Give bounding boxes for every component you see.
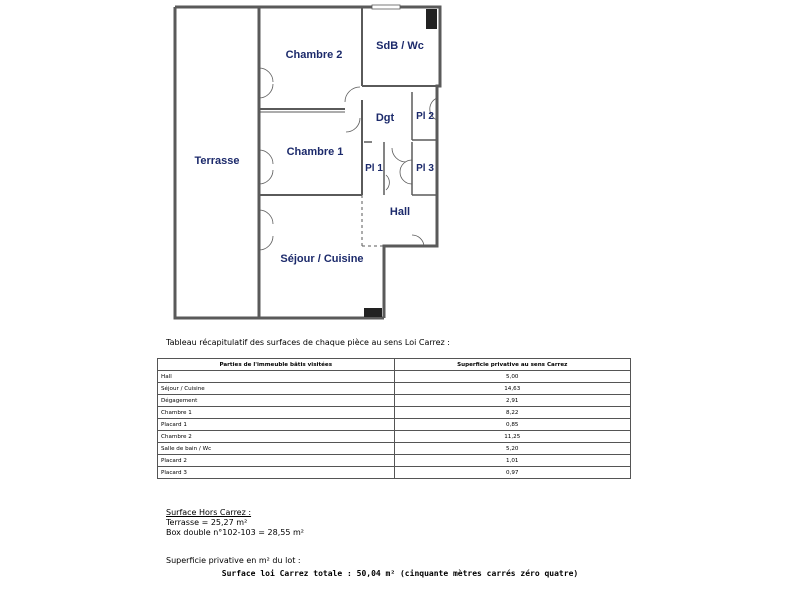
row-label: Salle de bain / Wc xyxy=(158,443,395,455)
row-label: Chambre 1 xyxy=(158,407,395,419)
surface-table xyxy=(157,358,631,479)
hors-carrez-block xyxy=(166,508,304,538)
room-dgt: Dgt xyxy=(375,112,395,124)
header-parties: Parties de l'immeuble bâtis visitées xyxy=(158,359,395,371)
row-value: 14,63 xyxy=(394,383,631,395)
table-row xyxy=(158,431,631,443)
room-sejour: Séjour / Cuisine xyxy=(280,253,364,265)
row-value: 0,85 xyxy=(394,419,631,431)
table-row xyxy=(158,467,631,479)
header-superficie: Superficie privative au sens Carrez xyxy=(394,359,631,371)
hors-carrez-line: Box double n°102-103 = 28,55 m² xyxy=(166,528,304,537)
room-sdb: SdB / Wc xyxy=(376,40,424,52)
room-pl3: Pl 3 xyxy=(416,163,434,174)
table-row xyxy=(158,395,631,407)
row-label: Placard 3 xyxy=(158,467,395,479)
row-value: 8,22 xyxy=(394,407,631,419)
table-row xyxy=(158,407,631,419)
row-value: 5,20 xyxy=(394,443,631,455)
room-pl2: Pl 2 xyxy=(416,111,434,122)
row-label: Hall xyxy=(158,371,395,383)
row-value: 11,25 xyxy=(394,431,631,443)
privative-label: Superficie privative en m² du lot : xyxy=(166,556,301,565)
hors-carrez-title: Surface Hors Carrez : xyxy=(166,508,252,517)
table-row xyxy=(158,419,631,431)
row-label: Dégagement xyxy=(158,395,395,407)
row-value: 0,97 xyxy=(394,467,631,479)
total-surface: Surface loi Carrez totale : 50,04 m² (cinquante mètres carrés zéro quatre) xyxy=(221,569,579,578)
table-row xyxy=(158,443,631,455)
table-row xyxy=(158,455,631,467)
table-row xyxy=(158,383,631,395)
room-chambre1: Chambre 1 xyxy=(286,146,344,158)
hors-carrez-line: Terrasse = 25,27 m² xyxy=(166,518,248,527)
row-value: 1,01 xyxy=(394,455,631,467)
row-label: Chambre 2 xyxy=(158,431,395,443)
row-label: Placard 2 xyxy=(158,455,395,467)
row-label: Séjour / Cuisine xyxy=(158,383,395,395)
fixture-sejour xyxy=(364,308,382,317)
table-caption: Tableau récapitulatif des surfaces de chaque pièce au sens Loi Carrez : xyxy=(166,338,450,347)
table-row xyxy=(158,371,631,383)
room-terrasse: Terrasse xyxy=(194,155,240,167)
row-value: 2,91 xyxy=(394,395,631,407)
room-chambre2: Chambre 2 xyxy=(285,49,343,61)
row-label: Placard 1 xyxy=(158,419,395,431)
table-header-row xyxy=(158,359,631,371)
window-sdb xyxy=(372,5,400,9)
plan-doors xyxy=(259,68,437,250)
row-value: 5,00 xyxy=(394,371,631,383)
room-pl1: Pl 1 xyxy=(365,163,383,174)
room-hall: Hall xyxy=(389,206,411,218)
fixture-sdb xyxy=(426,9,437,29)
